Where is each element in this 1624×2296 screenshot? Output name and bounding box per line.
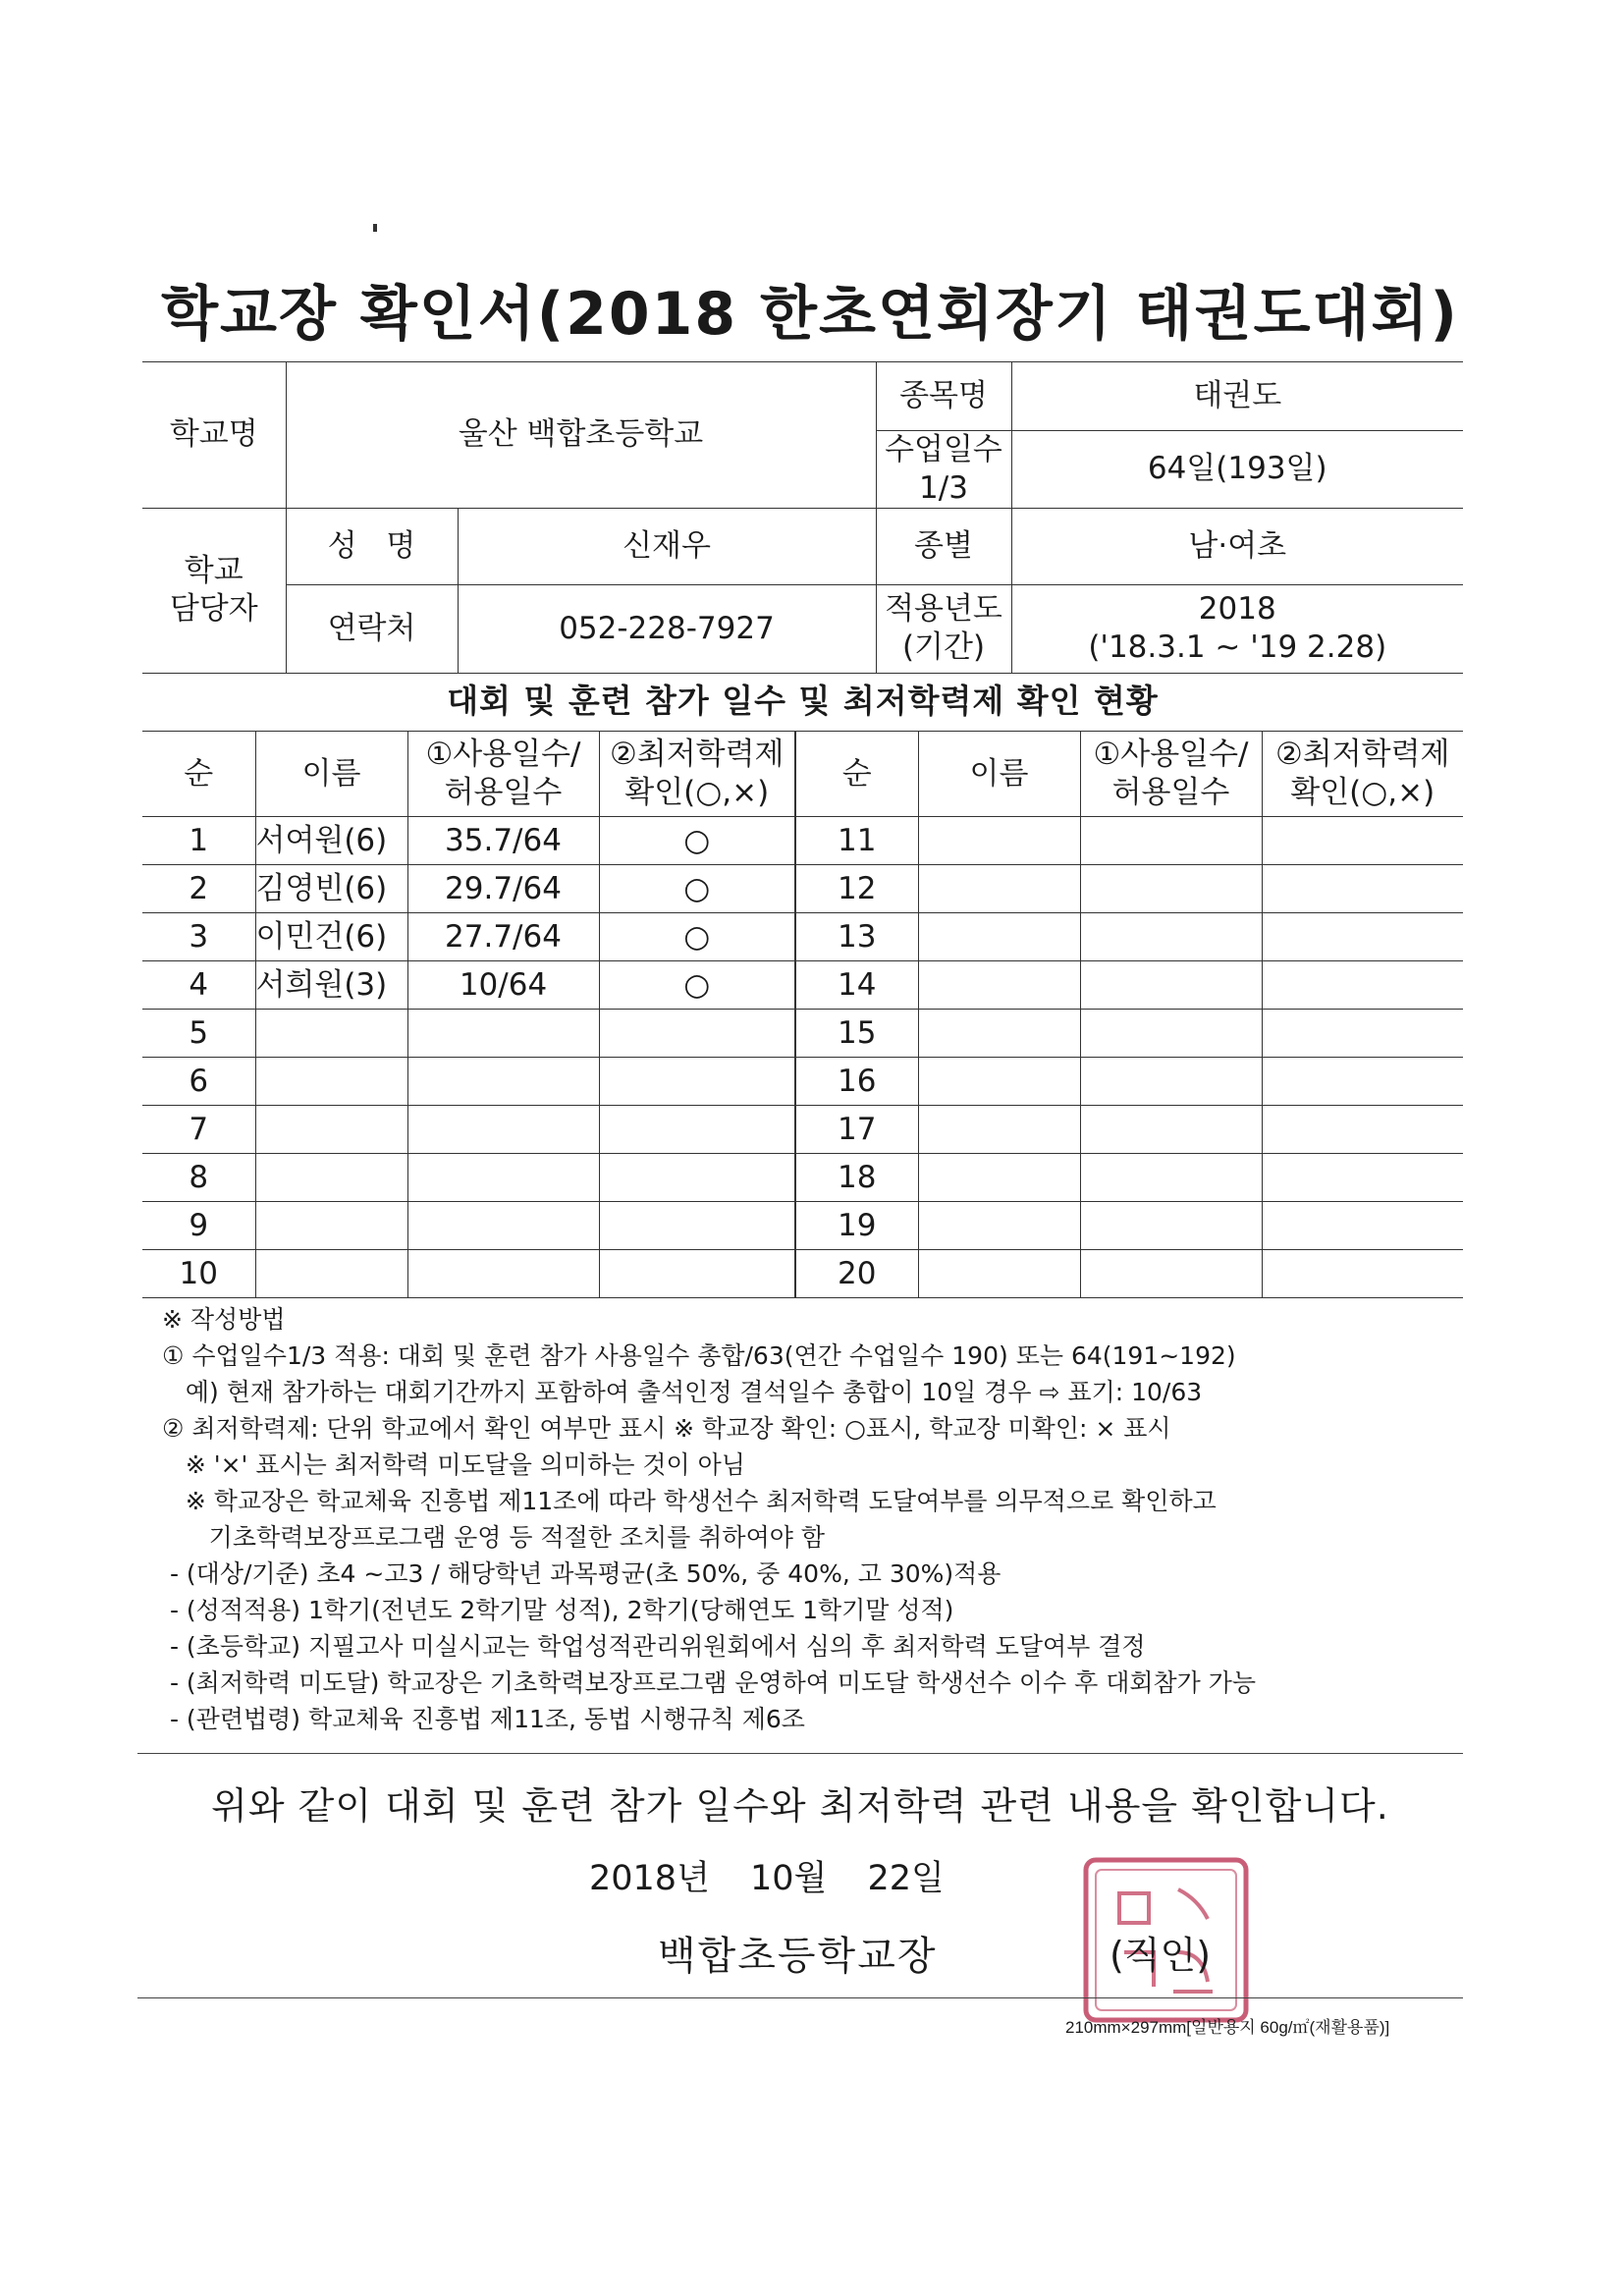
row-no-right: 12 bbox=[795, 865, 918, 913]
row-check-right bbox=[1262, 1202, 1463, 1250]
header-check bbox=[599, 732, 795, 817]
table-row bbox=[142, 1202, 1463, 1250]
row-no: 5 bbox=[142, 1010, 255, 1058]
row-days: 35.7/64 bbox=[407, 817, 599, 865]
header-used-right-line1: ①사용일수/ bbox=[1093, 737, 1249, 773]
row-days-right bbox=[1080, 1010, 1262, 1058]
row-check-right bbox=[1262, 913, 1463, 961]
row-no-right: 15 bbox=[795, 1010, 918, 1058]
row-check-right bbox=[1262, 865, 1463, 913]
row-days-right bbox=[1080, 865, 1262, 913]
note-line: 기초학력보장프로그램 운영 등 적절한 조치를 취하여야 함 bbox=[162, 1523, 825, 1552]
class-days-label bbox=[876, 431, 1011, 509]
table-row bbox=[142, 865, 1463, 913]
row-days-right bbox=[1080, 961, 1262, 1010]
note-line: ② 최저학력제: 단위 학교에서 확인 여부만 표시 ※ 학교장 확인: ○표시, 학교장 미확인: × 표시 bbox=[162, 1414, 1171, 1443]
signature-mark: (직인) bbox=[1110, 1934, 1212, 1977]
row-check-right bbox=[1262, 1154, 1463, 1202]
row-name-right bbox=[918, 865, 1080, 913]
row-check-right bbox=[1262, 1250, 1463, 1298]
header-name-right: 이름 bbox=[918, 732, 1080, 817]
row-days: 29.7/64 bbox=[407, 865, 599, 913]
year-label bbox=[876, 584, 1011, 673]
row-no: 1 bbox=[142, 817, 255, 865]
year-label-line2: (기간) bbox=[901, 629, 986, 665]
note-line: ※ '×' 표시는 최저학력 미도달을 의미하는 것이 아님 bbox=[162, 1450, 745, 1479]
manager-label bbox=[142, 508, 286, 673]
issue-date: 2018년 10월 22일 bbox=[589, 1859, 945, 1898]
school-name: 울산 백합초등학교 bbox=[286, 362, 876, 509]
row-no-right: 14 bbox=[795, 961, 918, 1010]
row-days bbox=[407, 1202, 599, 1250]
info-table bbox=[142, 361, 1463, 674]
row-no: 3 bbox=[142, 913, 255, 961]
row-name-right bbox=[918, 961, 1080, 1010]
note-line: - (성적적용) 1학기(전년도 2학기말 성적), 2학기(당해연도 1학기말 성적) bbox=[162, 1596, 954, 1624]
period-line: ('18.3.1 ~ '19 2.28) bbox=[1088, 629, 1387, 665]
row-days bbox=[407, 1154, 599, 1202]
note-line: - (관련법령) 학교체육 진흥법 제11조, 동법 시행규칙 제6조 bbox=[162, 1705, 805, 1733]
row-days bbox=[407, 1106, 599, 1154]
row-no-right: 18 bbox=[795, 1154, 918, 1202]
row-days-right bbox=[1080, 1202, 1262, 1250]
category-value: 남·여초 bbox=[1011, 508, 1463, 584]
table-header-row bbox=[142, 732, 1463, 817]
table-row bbox=[142, 1058, 1463, 1106]
row-name bbox=[255, 1106, 407, 1154]
row-name bbox=[255, 1010, 407, 1058]
header-check-line1: ②최저학력제 bbox=[609, 737, 785, 773]
row-no: 4 bbox=[142, 961, 255, 1010]
row-name bbox=[255, 1250, 407, 1298]
manager-label-line1: 학교 bbox=[184, 553, 244, 589]
header-no-right: 순 bbox=[795, 732, 918, 817]
document-title: 학교장 확인서(2018 한초연회장기 태권도대회) bbox=[161, 280, 1459, 349]
contact-value: 052-228-7927 bbox=[458, 584, 876, 673]
class-days-label-line1: 수업일수 bbox=[885, 432, 1002, 467]
speck bbox=[373, 224, 377, 232]
row-name-right bbox=[918, 913, 1080, 961]
row-check bbox=[599, 1154, 795, 1202]
signer: 백합초등학교장 bbox=[658, 1934, 938, 1979]
year-label-line1: 적용년도 bbox=[885, 591, 1002, 628]
row-days-right bbox=[1080, 913, 1262, 961]
row-no: 10 bbox=[142, 1250, 255, 1298]
header-check-line2: 확인(○,×) bbox=[624, 775, 770, 810]
category-label: 종별 bbox=[876, 508, 1011, 584]
name-label: 성 명 bbox=[286, 508, 458, 584]
contact-label: 연락처 bbox=[286, 584, 458, 673]
row-no: 8 bbox=[142, 1154, 255, 1202]
row-no: 2 bbox=[142, 865, 255, 913]
school-name-label: 학교명 bbox=[142, 362, 286, 509]
header-used-line1: ①사용일수/ bbox=[425, 737, 581, 773]
table-row bbox=[142, 961, 1463, 1010]
row-name-right bbox=[918, 1154, 1080, 1202]
table-row bbox=[142, 1250, 1463, 1298]
row-check bbox=[599, 1010, 795, 1058]
row-no-right: 11 bbox=[795, 817, 918, 865]
notes bbox=[162, 1301, 1468, 1737]
row-days-right bbox=[1080, 1154, 1262, 1202]
note-line: ① 수업일수1/3 적용: 대회 및 훈련 참가 사용일수 총합/63(연간 수업일수 190) 또는 64(191~192) bbox=[162, 1341, 1236, 1370]
note-line: - (대상/기준) 초4 ~고3 / 해당학년 과목평균(초 50%, 중 40%, 고 30%)적용 bbox=[162, 1559, 1001, 1588]
header-used-line2: 허용일수 bbox=[444, 775, 563, 810]
divider-bottom bbox=[137, 1997, 1463, 1998]
note-line: 예) 현재 참가하는 대회기간까지 포함하여 출석인정 결석일수 총합이 10일 경우 ⇨ 표기: 10/63 bbox=[162, 1378, 1203, 1406]
participants-table bbox=[142, 731, 1463, 1298]
event-label: 종목명 bbox=[876, 362, 1011, 431]
row-name-right bbox=[918, 1202, 1080, 1250]
row-name: 김영빈(6) bbox=[255, 865, 407, 913]
row-check: ○ bbox=[599, 913, 795, 961]
row-check bbox=[599, 1058, 795, 1106]
divider-top bbox=[137, 1753, 1463, 1754]
row-name: 이민건(6) bbox=[255, 913, 407, 961]
row-days bbox=[407, 1010, 599, 1058]
row-days-right bbox=[1080, 817, 1262, 865]
class-days-value: 64일(193일) bbox=[1011, 431, 1463, 509]
row-name-right bbox=[918, 1010, 1080, 1058]
section-title: 대회 및 훈련 참가 일수 및 최저학력제 확인 현황 bbox=[447, 682, 1159, 720]
note-line: ※ 작성방법 bbox=[162, 1305, 286, 1334]
row-no-right: 17 bbox=[795, 1106, 918, 1154]
header-no: 순 bbox=[142, 732, 255, 817]
row-no-right: 20 bbox=[795, 1250, 918, 1298]
note-line: ※ 학교장은 학교체육 진흥법 제11조에 따라 학생선수 최저학력 도달여부를 의무적으로 확인하고 bbox=[162, 1487, 1217, 1515]
row-check-right bbox=[1262, 961, 1463, 1010]
row-check: ○ bbox=[599, 817, 795, 865]
year-value bbox=[1011, 584, 1463, 673]
row-days-right bbox=[1080, 1106, 1262, 1154]
row-check-right bbox=[1262, 1058, 1463, 1106]
row-name-right bbox=[918, 817, 1080, 865]
row-no-right: 19 bbox=[795, 1202, 918, 1250]
row-check-right bbox=[1262, 817, 1463, 865]
row-name: 서여원(6) bbox=[255, 817, 407, 865]
paper-spec: 210mm×297mm[일반용지 60g/㎡(재활용품)] bbox=[1065, 2018, 1390, 2037]
row-no-right: 16 bbox=[795, 1058, 918, 1106]
year-line: 2018 bbox=[1198, 591, 1276, 628]
row-days bbox=[407, 1250, 599, 1298]
header-used-right-line2: 허용일수 bbox=[1111, 775, 1230, 810]
row-days-right bbox=[1080, 1058, 1262, 1106]
row-name: 서희원(3) bbox=[255, 961, 407, 1010]
row-check bbox=[599, 1106, 795, 1154]
row-name bbox=[255, 1202, 407, 1250]
row-check bbox=[599, 1202, 795, 1250]
row-name bbox=[255, 1058, 407, 1106]
table-row bbox=[142, 817, 1463, 865]
class-days-label-line2: 1/3 bbox=[919, 469, 968, 506]
event-value: 태권도 bbox=[1011, 362, 1463, 431]
row-check: ○ bbox=[599, 865, 795, 913]
row-name-right bbox=[918, 1106, 1080, 1154]
manager-name: 신재우 bbox=[458, 508, 876, 584]
header-check-right bbox=[1262, 732, 1463, 817]
row-no-right: 13 bbox=[795, 913, 918, 961]
header-check-right-line2: 확인(○,×) bbox=[1290, 775, 1435, 810]
row-no: 6 bbox=[142, 1058, 255, 1106]
header-used-days bbox=[407, 732, 599, 817]
confirmation-text: 위와 같이 대회 및 훈련 참가 일수와 최저학력 관련 내용을 확인합니다. bbox=[211, 1784, 1389, 1828]
row-check bbox=[599, 1250, 795, 1298]
row-days: 10/64 bbox=[407, 961, 599, 1010]
header-used-days-right bbox=[1080, 732, 1262, 817]
row-no: 9 bbox=[142, 1202, 255, 1250]
table-row bbox=[142, 1154, 1463, 1202]
row-check-right bbox=[1262, 1106, 1463, 1154]
note-line: - (최저학력 미도달) 학교장은 기초학력보장프로그램 운영하여 미도달 학생선수 이수 후 대회참가 가능 bbox=[162, 1668, 1257, 1697]
note-line: - (초등학교) 지필고사 미실시교는 학업성적관리위원회에서 심의 후 최저학력 도달여부 결정 bbox=[162, 1632, 1146, 1661]
row-days bbox=[407, 1058, 599, 1106]
header-name: 이름 bbox=[255, 732, 407, 817]
table-row bbox=[142, 1106, 1463, 1154]
header-check-right-line1: ②최저학력제 bbox=[1274, 737, 1450, 773]
table-row bbox=[142, 913, 1463, 961]
table-row bbox=[142, 1010, 1463, 1058]
row-days: 27.7/64 bbox=[407, 913, 599, 961]
row-name-right bbox=[918, 1058, 1080, 1106]
row-name-right bbox=[918, 1250, 1080, 1298]
row-check-right bbox=[1262, 1010, 1463, 1058]
row-check: ○ bbox=[599, 961, 795, 1010]
manager-label-line2: 담당자 bbox=[169, 591, 258, 627]
row-days-right bbox=[1080, 1250, 1262, 1298]
row-no: 7 bbox=[142, 1106, 255, 1154]
row-name bbox=[255, 1154, 407, 1202]
